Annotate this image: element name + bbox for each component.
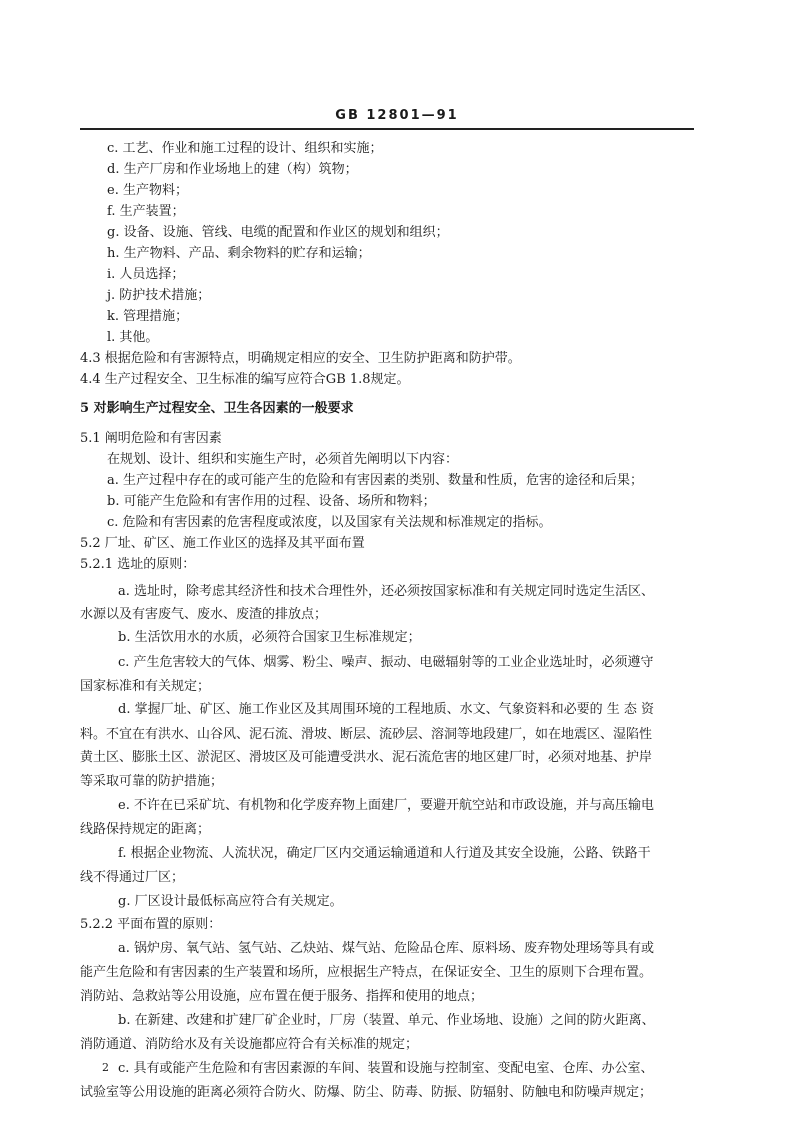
list-item: a. 生产过程中存在的或可能产生的危险和有害因素的类别、数量和性质，危害的途径和后果； bbox=[107, 473, 644, 488]
list-item: c. 危险和有害因素的危害程度或浓度，以及国家有关法规和标准规定的指标。 bbox=[107, 515, 552, 530]
clause-5-2-2-heading: 5.2.2 平面布置的原则： bbox=[80, 917, 222, 932]
list-item-d: d. 生产厂房和作业场地上的建（构）筑物； bbox=[107, 162, 358, 177]
paragraph-line: c. 具有或能产生危险和有害因素源的车间、装置和设施与控制室、变配电室、仓库、办公室、 bbox=[118, 1061, 654, 1076]
paragraph-line: 线不得通过厂区； bbox=[80, 870, 185, 885]
list-item-c: c. 工艺、作业和施工过程的设计、组织和实施； bbox=[107, 141, 383, 156]
paragraph-line: 等采取可靠的防护措施； bbox=[80, 774, 224, 789]
paragraph-line: 料。不宜在有洪水、山谷风、泥石流、滑坡、断层、流砂层、溶洞等地段建厂，如在地震区、湿陷性 bbox=[80, 727, 653, 742]
paragraph-line: f. 根据企业物流、人流状况，确定厂区内交通运输通道和人行道及其安全设施，公路、铁路干 bbox=[118, 846, 651, 861]
document-header: GB 12801—91 bbox=[335, 108, 459, 123]
clause-5-2-1-heading: 5.2.1 选址的原则： bbox=[80, 557, 196, 572]
clause-4-4: 4.4 生产过程安全、卫生标准的编写应符合GB 1.8规定。 bbox=[80, 372, 410, 387]
list-item-j: j. 防护技术措施； bbox=[107, 288, 211, 303]
paragraph-line: a. 锅炉房、氧气站、氢气站、乙炔站、煤气站、危险品仓库、原料场、废弃物处理场等具有或 bbox=[118, 941, 655, 956]
list-item: b. 可能产生危险和有害作用的过程、设备、场所和物料； bbox=[107, 494, 436, 509]
list-item-i: i. 人员选择； bbox=[107, 267, 185, 282]
paragraph-line: 黄土区、膨胀土区、淤泥区、滑坡区及可能遭受洪水、泥石流危害的地区建厂时，必须对地基、护岸 bbox=[80, 750, 653, 765]
paragraph-line: 能产生危险和有害因素的生产装置和场所，应根据生产特点，在保证安全、卫生的原则下合理布置。 bbox=[80, 965, 653, 980]
paragraph-line: 试验室等公用设施的距离必须符合防火、防爆、防尘、防毒、防振、防辐射、防触电和防噪声规定； bbox=[80, 1085, 653, 1100]
paragraph-line: 消防通道、消防给水及有关设施都应符合有关标准的规定； bbox=[80, 1037, 419, 1052]
paragraph-line: a. 选址时，除考虑其经济性和技术合理性外，还必须按国家标准和有关规定同时选定生活区、 bbox=[118, 584, 655, 599]
clause-5-2-heading: 5.2 厂址、矿区、施工作业区的选择及其平面布置 bbox=[80, 536, 365, 551]
clause-4-3: 4.3 根据危险和有害源特点，明确规定相应的安全、卫生防护距离和防护带。 bbox=[80, 351, 521, 366]
paragraph-line: b. 在新建、改建和扩建厂矿企业时，厂房（装置、单元、作业场地、设施）之间的防火距离、 bbox=[118, 1013, 655, 1028]
paragraph-line: c. 产生危害较大的气体、烟雾、粉尘、噪声、振动、电磁辐射等的工业企业选址时，必须遵守 bbox=[118, 655, 654, 670]
page-number: 2 bbox=[102, 1061, 109, 1074]
list-item-l: l. 其他。 bbox=[107, 330, 159, 345]
list-item-h: h. 生产物料、产品、剩余物料的贮存和运输； bbox=[107, 246, 371, 261]
list-item-f: f. 生产装置； bbox=[107, 204, 185, 219]
paragraph-line: b. 生活饮用水的水质，必须符合国家卫生标准规定； bbox=[118, 630, 421, 645]
paragraph-line: 线路保持规定的距离； bbox=[80, 822, 211, 837]
paragraph: 在规划、设计、组织和实施生产时，必须首先阐明以下内容： bbox=[107, 452, 459, 467]
paragraph-line: 消防站、急救站等公用设施，应布置在便于服务、指挥和使用的地点； bbox=[80, 989, 484, 1004]
paragraph-line: d. 掌握厂址、矿区、施工作业区及其周围环境的工程地质、水文、气象资料和必要的 生 态 资 bbox=[118, 702, 654, 717]
paragraph-line: 国家标准和有关规定； bbox=[80, 679, 211, 694]
paragraph-line: e. 不许在已采矿坑、有机物和化学废弃物上面建厂，要避开航空站和市政设施，并与高压输电 bbox=[118, 798, 654, 813]
list-item-k: k. 管理措施； bbox=[107, 309, 189, 324]
paragraph-line: 水源以及有害废气、废水、废渣的排放点； bbox=[80, 607, 328, 622]
clause-5-1-heading: 5.1 阐明危险和有害因素 bbox=[80, 431, 222, 446]
list-item-g: g. 设备、设施、管线、电缆的配置和作业区的规划和组织； bbox=[107, 225, 449, 240]
paragraph-line: g. 厂区设计最低标高应符合有关规定。 bbox=[118, 894, 343, 909]
list-item-e: e. 生产物料； bbox=[107, 183, 188, 198]
section-5-heading: 5 对影响生产过程安全、卫生各因素的一般要求 bbox=[80, 401, 354, 416]
header-rule bbox=[80, 128, 694, 130]
